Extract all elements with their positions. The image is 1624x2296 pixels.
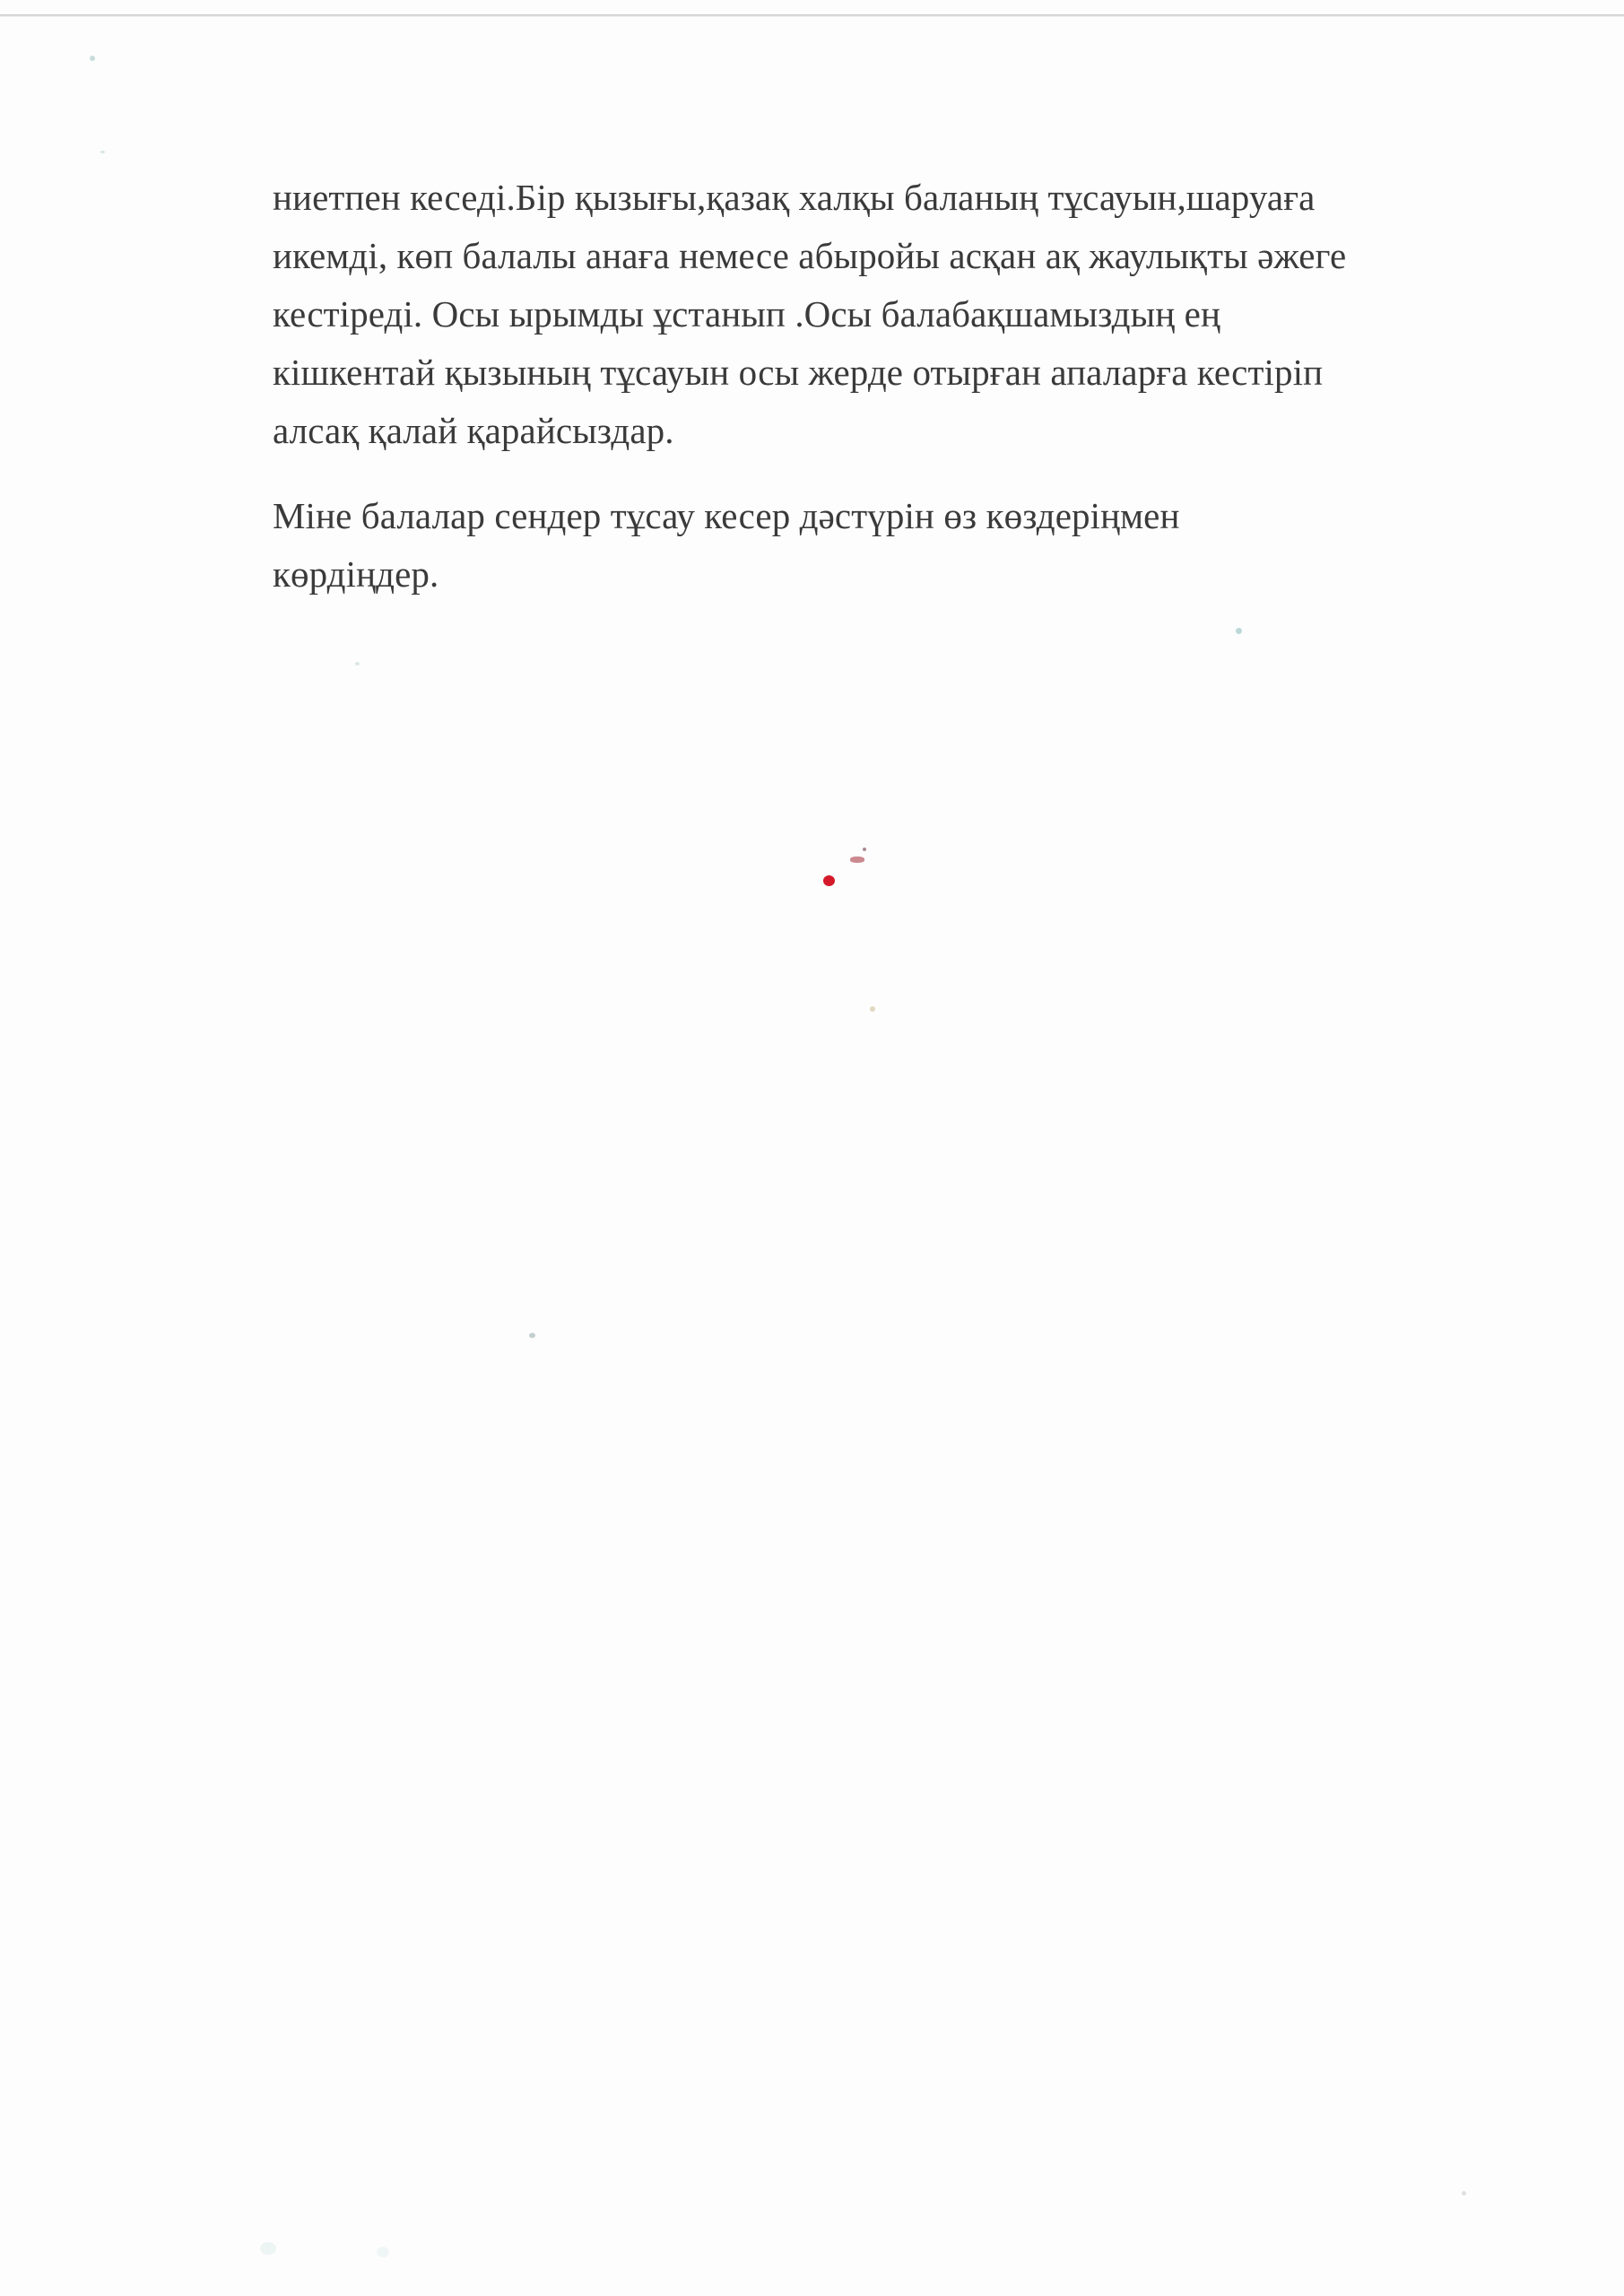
paragraph-1-line-4: кішкентай қызының тұсауын осы жерде отырған апаларға кестіріп: [273, 352, 1324, 393]
paragraph-1: [273, 169, 1564, 460]
paragraph-2: [273, 487, 1564, 604]
paragraph-1-line-1: ниетпен кеседі.Бір қызығы,қазақ халқы баланың тұсауын,шаруаға: [273, 177, 1316, 218]
scan-top-edge: [0, 14, 1624, 17]
dust-speck: [90, 56, 95, 61]
dust-speck: [870, 1006, 875, 1012]
paragraph-1-line-2: икемді, көп балалы анаға немесе абыройы асқан ақ жаулықты әжеге: [273, 235, 1347, 276]
page-content: [273, 169, 1564, 604]
dust-speck: [1236, 628, 1242, 634]
paragraph-1-line-5: алсақ қалай қарайсыздар.: [273, 410, 674, 451]
dust-speck: [100, 151, 105, 153]
dust-speck: [377, 2247, 389, 2257]
dust-speck: [529, 1333, 535, 1338]
ink-smudge-small: [863, 848, 866, 851]
dust-speck: [1462, 2191, 1466, 2196]
red-ink-dot: [823, 875, 835, 886]
dust-speck: [260, 2242, 276, 2255]
paragraph-1-line-3: кестіреді. Осы ырымды ұстанып .Осы балабақшамыздың ең: [273, 293, 1220, 335]
ink-smudge: [850, 857, 864, 863]
paragraph-2-line-2: көрдіңдер.: [273, 553, 439, 595]
dust-speck: [355, 662, 360, 665]
paragraph-2-line-1: Міне балалар сендер тұсау кесер дәстүрін өз көздеріңмен: [273, 495, 1180, 536]
